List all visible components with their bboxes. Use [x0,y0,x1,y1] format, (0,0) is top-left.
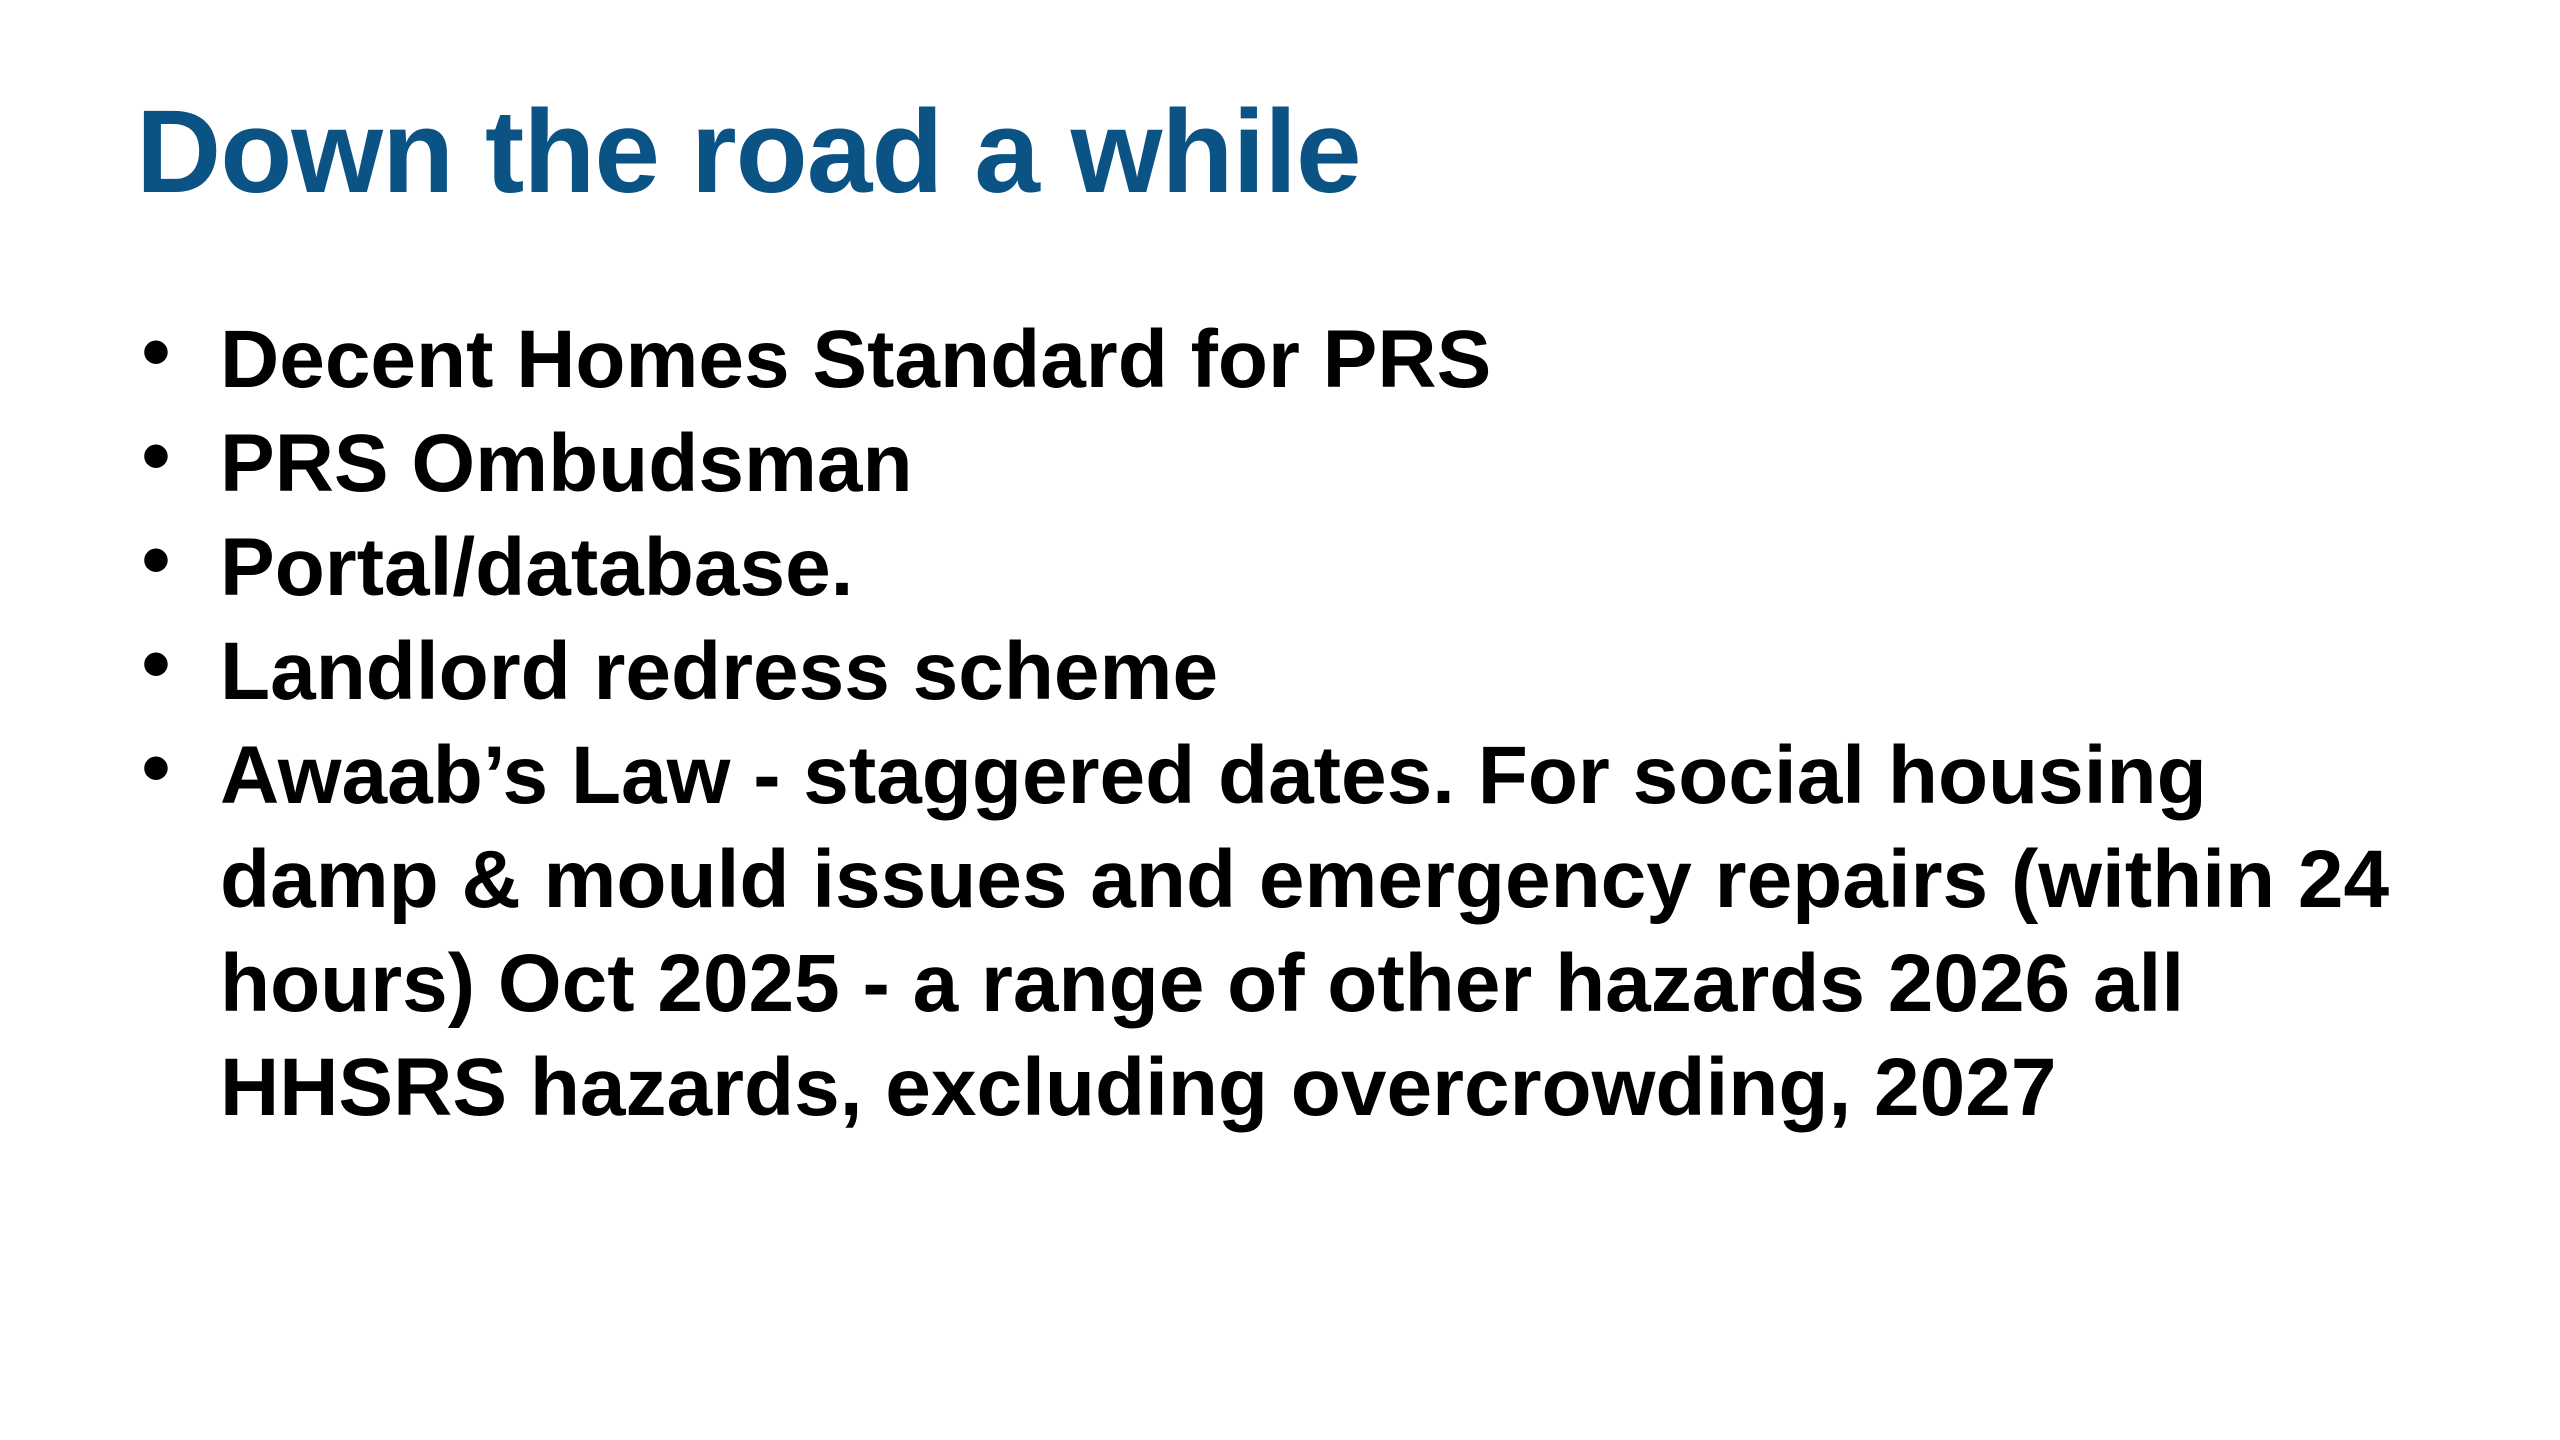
bullet-icon: • [141,514,171,605]
list-item [136,412,2436,516]
bullet-icon: • [141,618,171,709]
bullet-list [136,308,2436,1140]
slide-title: Down the road a while [136,86,1361,218]
list-item-text: Decent Homes Standard for PRS [220,314,1492,405]
list-item-text: Portal/database. [220,522,854,613]
list-item [136,724,2436,1140]
list-item-text: Awaab’s Law - staggered dates. For social housing damp & mould issues and emergency repairs (within 24 hours) Oct 2025 - a range of other hazards 2026 all HHSRS hazards, excluding overcrowding, 2027 [220,730,2390,1133]
bullet-icon: • [141,410,171,501]
list-item [136,620,2436,724]
bullet-icon: • [141,722,171,813]
list-item-text: PRS Ombudsman [220,418,913,509]
bullet-icon: • [141,306,171,397]
list-item-text: Landlord redress scheme [220,626,1219,717]
list-item [136,516,2436,620]
list-item [136,308,2436,412]
